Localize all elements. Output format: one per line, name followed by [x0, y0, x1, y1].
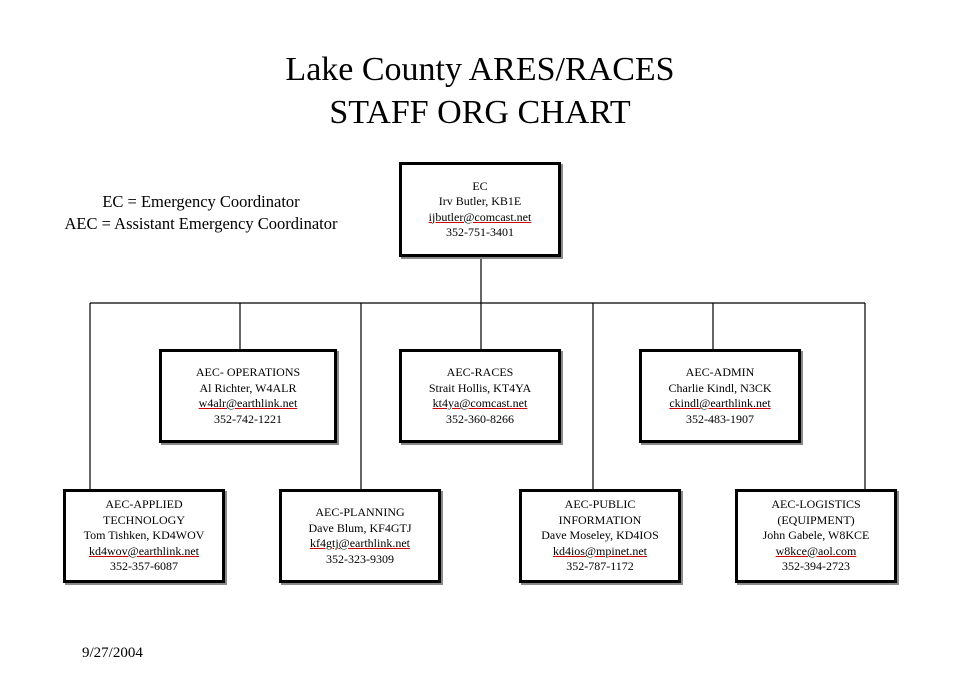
- node-admin-name: Charlie Kindl, N3CK: [668, 380, 772, 395]
- node-public-information: [519, 489, 681, 583]
- node-applied-name: Tom Tishken, KD4WOV: [83, 528, 205, 543]
- chart-date: 9/27/2004: [82, 645, 143, 661]
- node-ec-email[interactable]: ijbutler@comcast.net: [428, 209, 532, 224]
- node-planning-phone: 352-323-9309: [326, 551, 394, 566]
- node-applied-technology: [63, 489, 225, 583]
- node-logistics-email[interactable]: w8kce@aol.com: [775, 543, 857, 558]
- node-races-email[interactable]: kt4ya@comcast.net: [432, 396, 528, 410]
- node-ec: [399, 162, 561, 257]
- node-planning: [279, 489, 441, 583]
- node-planning-email[interactable]: kf4gtj@earthlink.net: [309, 536, 411, 550]
- node-operations-role: AEC- OPERATIONS: [195, 365, 301, 379]
- legend-ec: EC = Emergency Coordinator: [102, 192, 300, 211]
- node-public-info-email[interactable]: kd4ios@mpinet.net: [552, 543, 648, 558]
- node-races-role: AEC-RACES: [446, 365, 514, 379]
- node-planning-role: AEC-PLANNING: [315, 505, 405, 519]
- node-operations-email[interactable]: w4alr@earthlink.net: [198, 396, 298, 410]
- node-logistics-role: AEC-LOGISTICS (EQUIPMENT): [771, 497, 861, 527]
- node-logistics: [735, 489, 897, 583]
- node-applied-phone: 352-357-6087: [110, 559, 178, 574]
- node-applied-role: AEC-APPLIED TECHNOLOGY: [103, 497, 185, 527]
- node-public-info-role: AEC-PUBLIC INFORMATION: [558, 497, 642, 527]
- node-operations: [159, 349, 337, 443]
- node-operations-phone: 352-742-1221: [214, 411, 282, 426]
- node-races: [399, 349, 561, 443]
- node-races-phone: 352-360-8266: [446, 411, 514, 426]
- legend-aec: AEC = Assistant Emergency Coordinator: [64, 214, 338, 233]
- node-logistics-phone: 352-394-2723: [782, 559, 850, 574]
- node-operations-name: Al Richter, W4ALR: [199, 380, 297, 395]
- node-ec-phone: 352-751-3401: [446, 225, 514, 239]
- node-admin-email[interactable]: ckindl@earthlink.net: [669, 396, 771, 410]
- node-planning-name: Dave Blum, KF4GTJ: [308, 520, 412, 535]
- node-ec-name: Irv Butler, KB1E: [438, 194, 522, 208]
- node-ec-role: EC: [472, 178, 488, 193]
- node-public-info-phone: 352-787-1172: [566, 559, 634, 574]
- node-races-name: Strait Hollis, KT4YA: [428, 380, 532, 395]
- node-public-info-name: Dave Moseley, KD4IOS: [541, 528, 659, 543]
- node-logistics-name: John Gabele, W8KCE: [762, 528, 870, 543]
- node-admin: [639, 349, 801, 443]
- chart-title-line1: Lake County ARES/RACES: [285, 51, 675, 88]
- node-admin-role: AEC-ADMIN: [685, 365, 755, 379]
- node-admin-phone: 352-483-1907: [686, 411, 754, 426]
- chart-title-line2: STAFF ORG CHART: [329, 94, 631, 131]
- node-applied-email[interactable]: kd4wov@earthlink.net: [88, 543, 200, 558]
